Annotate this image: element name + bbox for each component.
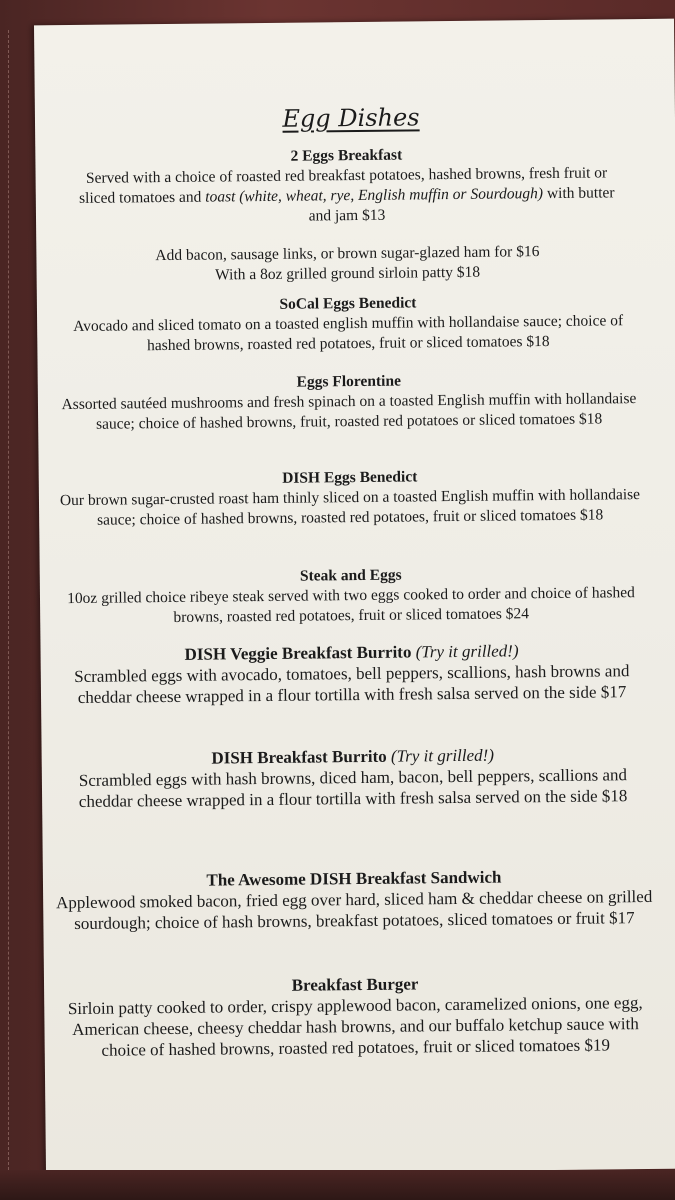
dish-steak-and-eggs — [46, 563, 657, 629]
dish-name: DISH Breakfast Burrito (Try it grilled!) — [211, 745, 495, 768]
dish-socal-eggs-benedict — [43, 291, 654, 357]
dish-name: DISH Eggs Benedict — [282, 468, 418, 487]
dish-description: Avocado and sliced tomato on a toasted english muffin with hollandaise sauce; choice of hashed browns, roasted red potatoes, fruit or sliced tomatoes $18 — [73, 312, 624, 355]
dish-name: DISH Veggie Breakfast Burrito (Try it grilled!) — [184, 641, 519, 664]
dish-name: 2 Eggs Breakfast — [290, 146, 403, 165]
dish-name: Eggs Florentine — [296, 372, 402, 391]
menu-folder-bottom-edge — [0, 1170, 675, 1200]
dish-description: 10oz grilled choice ribeye steak served with two eggs cooked to order and choice of hashed browns, roasted red potatoes, fruit or sliced tomatoes $24 — [67, 584, 635, 626]
dish-breakfast-burger — [50, 971, 661, 1061]
dish-name: The Awesome DISH Breakfast Sandwich — [206, 867, 502, 890]
dish-description: Scrambled eggs with avocado, tomatoes, bell peppers, scallions, hash browns and cheddar cheese wrapped in a flour tortilla with fresh salsa served on the side $17 — [74, 661, 630, 707]
dish-breakfast-burrito — [48, 743, 659, 812]
dish-note: (Try it grilled!) — [415, 641, 519, 662]
dish-breakfast-sandwich — [49, 865, 660, 934]
cover-stitching — [8, 30, 10, 1170]
dish-name: Breakfast Burger — [291, 974, 419, 995]
dish-2-eggs-breakfast — [41, 143, 652, 287]
dish-name: Steak and Eggs — [299, 566, 402, 585]
dish-addon-bacon: Add bacon, sausage links, or brown sugar-glazed ham for $16 — [155, 243, 540, 265]
dish-note: (Try it grilled!) — [390, 745, 495, 766]
dish-description: Applewood smoked bacon, fried egg over hard, sliced ham & cheddar cheese on grilled sourdough; choice of hash browns, breakfast potatoes, sliced tomatoes or fruit $17 — [55, 886, 653, 934]
section-title: Egg Dishes — [282, 103, 420, 133]
dish-description: Our brown sugar-crusted roast ham thinly sliced on a toasted English muffin with hollandaise sauce; choice of hashed browns, roasted red potatoes, fruit or sliced tomatoes $18 — [59, 486, 641, 529]
dish-name: SoCal Eggs Benedict — [279, 294, 417, 313]
dish-description: Scrambled eggs with hash browns, diced ham, bacon, bell peppers, scallions and cheddar cheese wrapped in a flour tortilla with fresh salsa served on the side $18 — [78, 765, 628, 811]
dish-dish-eggs-benedict — [45, 465, 656, 531]
dish-addon-sirloin: With a 8oz grilled ground sirloin patty $18 — [215, 263, 481, 284]
dish-veggie-breakfast-burrito — [46, 639, 657, 708]
dish-description: Assorted sautéed mushrooms and fresh spinach on a toasted English muffin with hollandaise sauce; choice of hashed browns, fruit, roasted red potatoes or sliced tomatoes $18 — [61, 390, 637, 433]
dish-eggs-florentine — [44, 369, 655, 435]
menu-page — [34, 19, 675, 1176]
dish-description: Served with a choice of roasted red breakfast potatoes, hashed browns, fresh fruit or sliced tomatoes and toast (white, wheat, rye, English muffin or Sourdough) with butter and jam $13 — [79, 164, 615, 225]
dish-description: Sirloin patty cooked to order, crispy applewood bacon, caramelized onions, one egg, American cheese, cheesy cheddar hash browns, and our buffalo ketchup sauce with choice of hashed browns, roasted red potatoes, fruit or sliced tomatoes $19 — [67, 993, 643, 1060]
